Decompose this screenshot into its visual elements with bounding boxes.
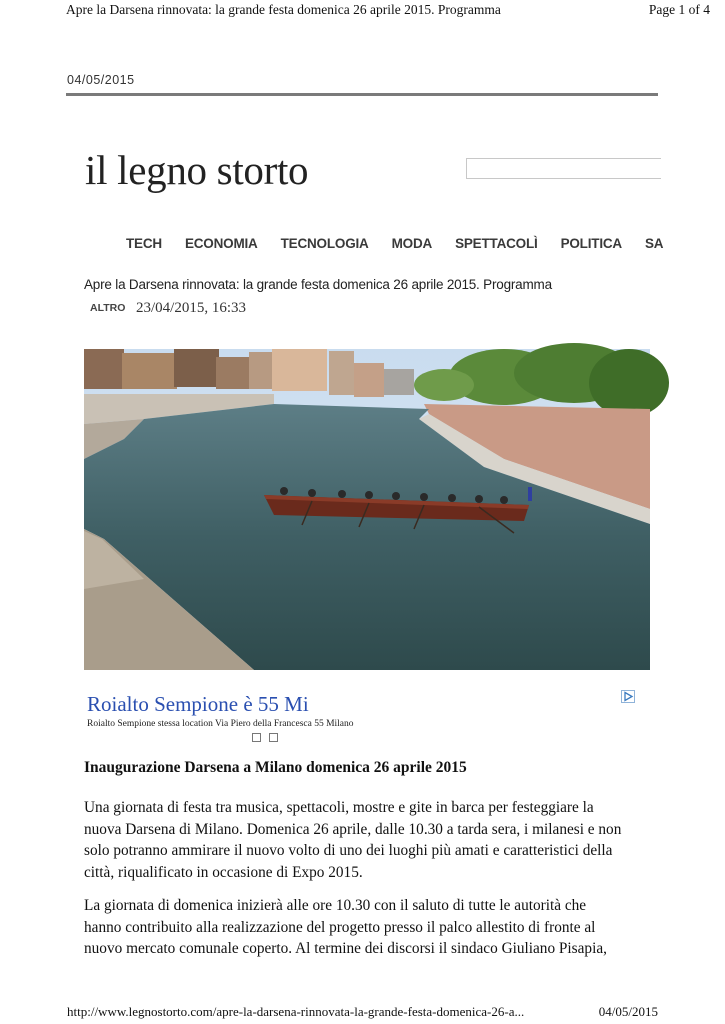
paragraph-line: hanno contribuito alla realizzazione del progetto presso il palco allestito di fronte al — [84, 918, 596, 936]
adchoices-icon[interactable] — [621, 690, 635, 703]
print-footer-date: 04/05/2015 — [598, 1004, 658, 1019]
paragraph-line: Una giornata di festa tra musica, spettacoli, mostre e gite in barca per festeggiare la — [84, 799, 594, 816]
nav-item-moda[interactable]: MODA — [391, 236, 433, 251]
article-title: Apre la Darsena rinnovata: la grande festa domenica 26 aprile 2015. Programma — [84, 277, 552, 292]
nav-item-sa[interactable]: SA — [644, 236, 664, 251]
article-paragraph-1 — [84, 797, 664, 883]
search-input[interactable] — [466, 158, 661, 179]
header-divider — [66, 93, 658, 96]
main-nav — [126, 236, 664, 258]
ad-pager-box[interactable] — [252, 733, 261, 742]
nav-item-tech[interactable]: TECH — [126, 236, 162, 251]
paragraph-line: nuova Darsena di Milano. Domenica 26 aprile, dalle 10.30 a tarda sera, i milanesi e non — [84, 820, 622, 838]
paragraph-line: città, riqualificato in occasione di Expo 2015. — [84, 863, 363, 881]
print-footer-url: http://www.legnostorto.com/apre-la-darsena-rinnovata-la-grande-festa-domenica-26-a... — [67, 1004, 525, 1019]
nav-item-economia[interactable]: ECONOMIA — [184, 236, 258, 251]
article-timestamp: 23/04/2015, 16:33 — [136, 300, 247, 316]
ad-title-link[interactable]: Roialto Sempione è 55 Mi — [87, 692, 309, 716]
paragraph-line: nuovo mercato comunale coperto. Al termine dei discorsi il sindaco Giuliano Pisapia, — [84, 940, 607, 957]
nav-item-politica[interactable]: POLITICA — [560, 236, 622, 251]
paragraph-line: solo potranno ammirare il nuovo volto di uno dei luoghi più amati e caratteristici della — [84, 842, 613, 859]
article-category[interactable]: ALTRO — [90, 302, 126, 314]
ad-pager — [252, 733, 278, 742]
article-subheading: Inaugurazione Darsena a Milano domenica 26 aprile 2015 — [84, 759, 467, 776]
ad-pager-box[interactable] — [269, 733, 278, 742]
nav-item-spettacoli[interactable]: SPETTACOLÌ — [455, 236, 538, 251]
print-page-number: Page 1 of 4 — [648, 2, 710, 17]
site-logo[interactable]: il legno storto — [85, 147, 309, 193]
paragraph-line: La giornata di domenica inizierà alle ore 10.30 con il saluto di tutte le autorità che — [84, 897, 587, 914]
print-header-title: Apre la Darsena rinnovata: la grande festa domenica 26 aprile 2015. Programma — [66, 2, 501, 17]
ad-description[interactable]: Roialto Sempione stessa location Via Piero della Francesca 55 Milano — [87, 719, 354, 729]
article-paragraph-2 — [84, 895, 664, 960]
nav-item-tecnologia[interactable]: TECNOLOGIA — [280, 236, 369, 251]
article-photo-darsena — [84, 349, 650, 670]
print-date: 04/05/2015 — [67, 73, 135, 87]
